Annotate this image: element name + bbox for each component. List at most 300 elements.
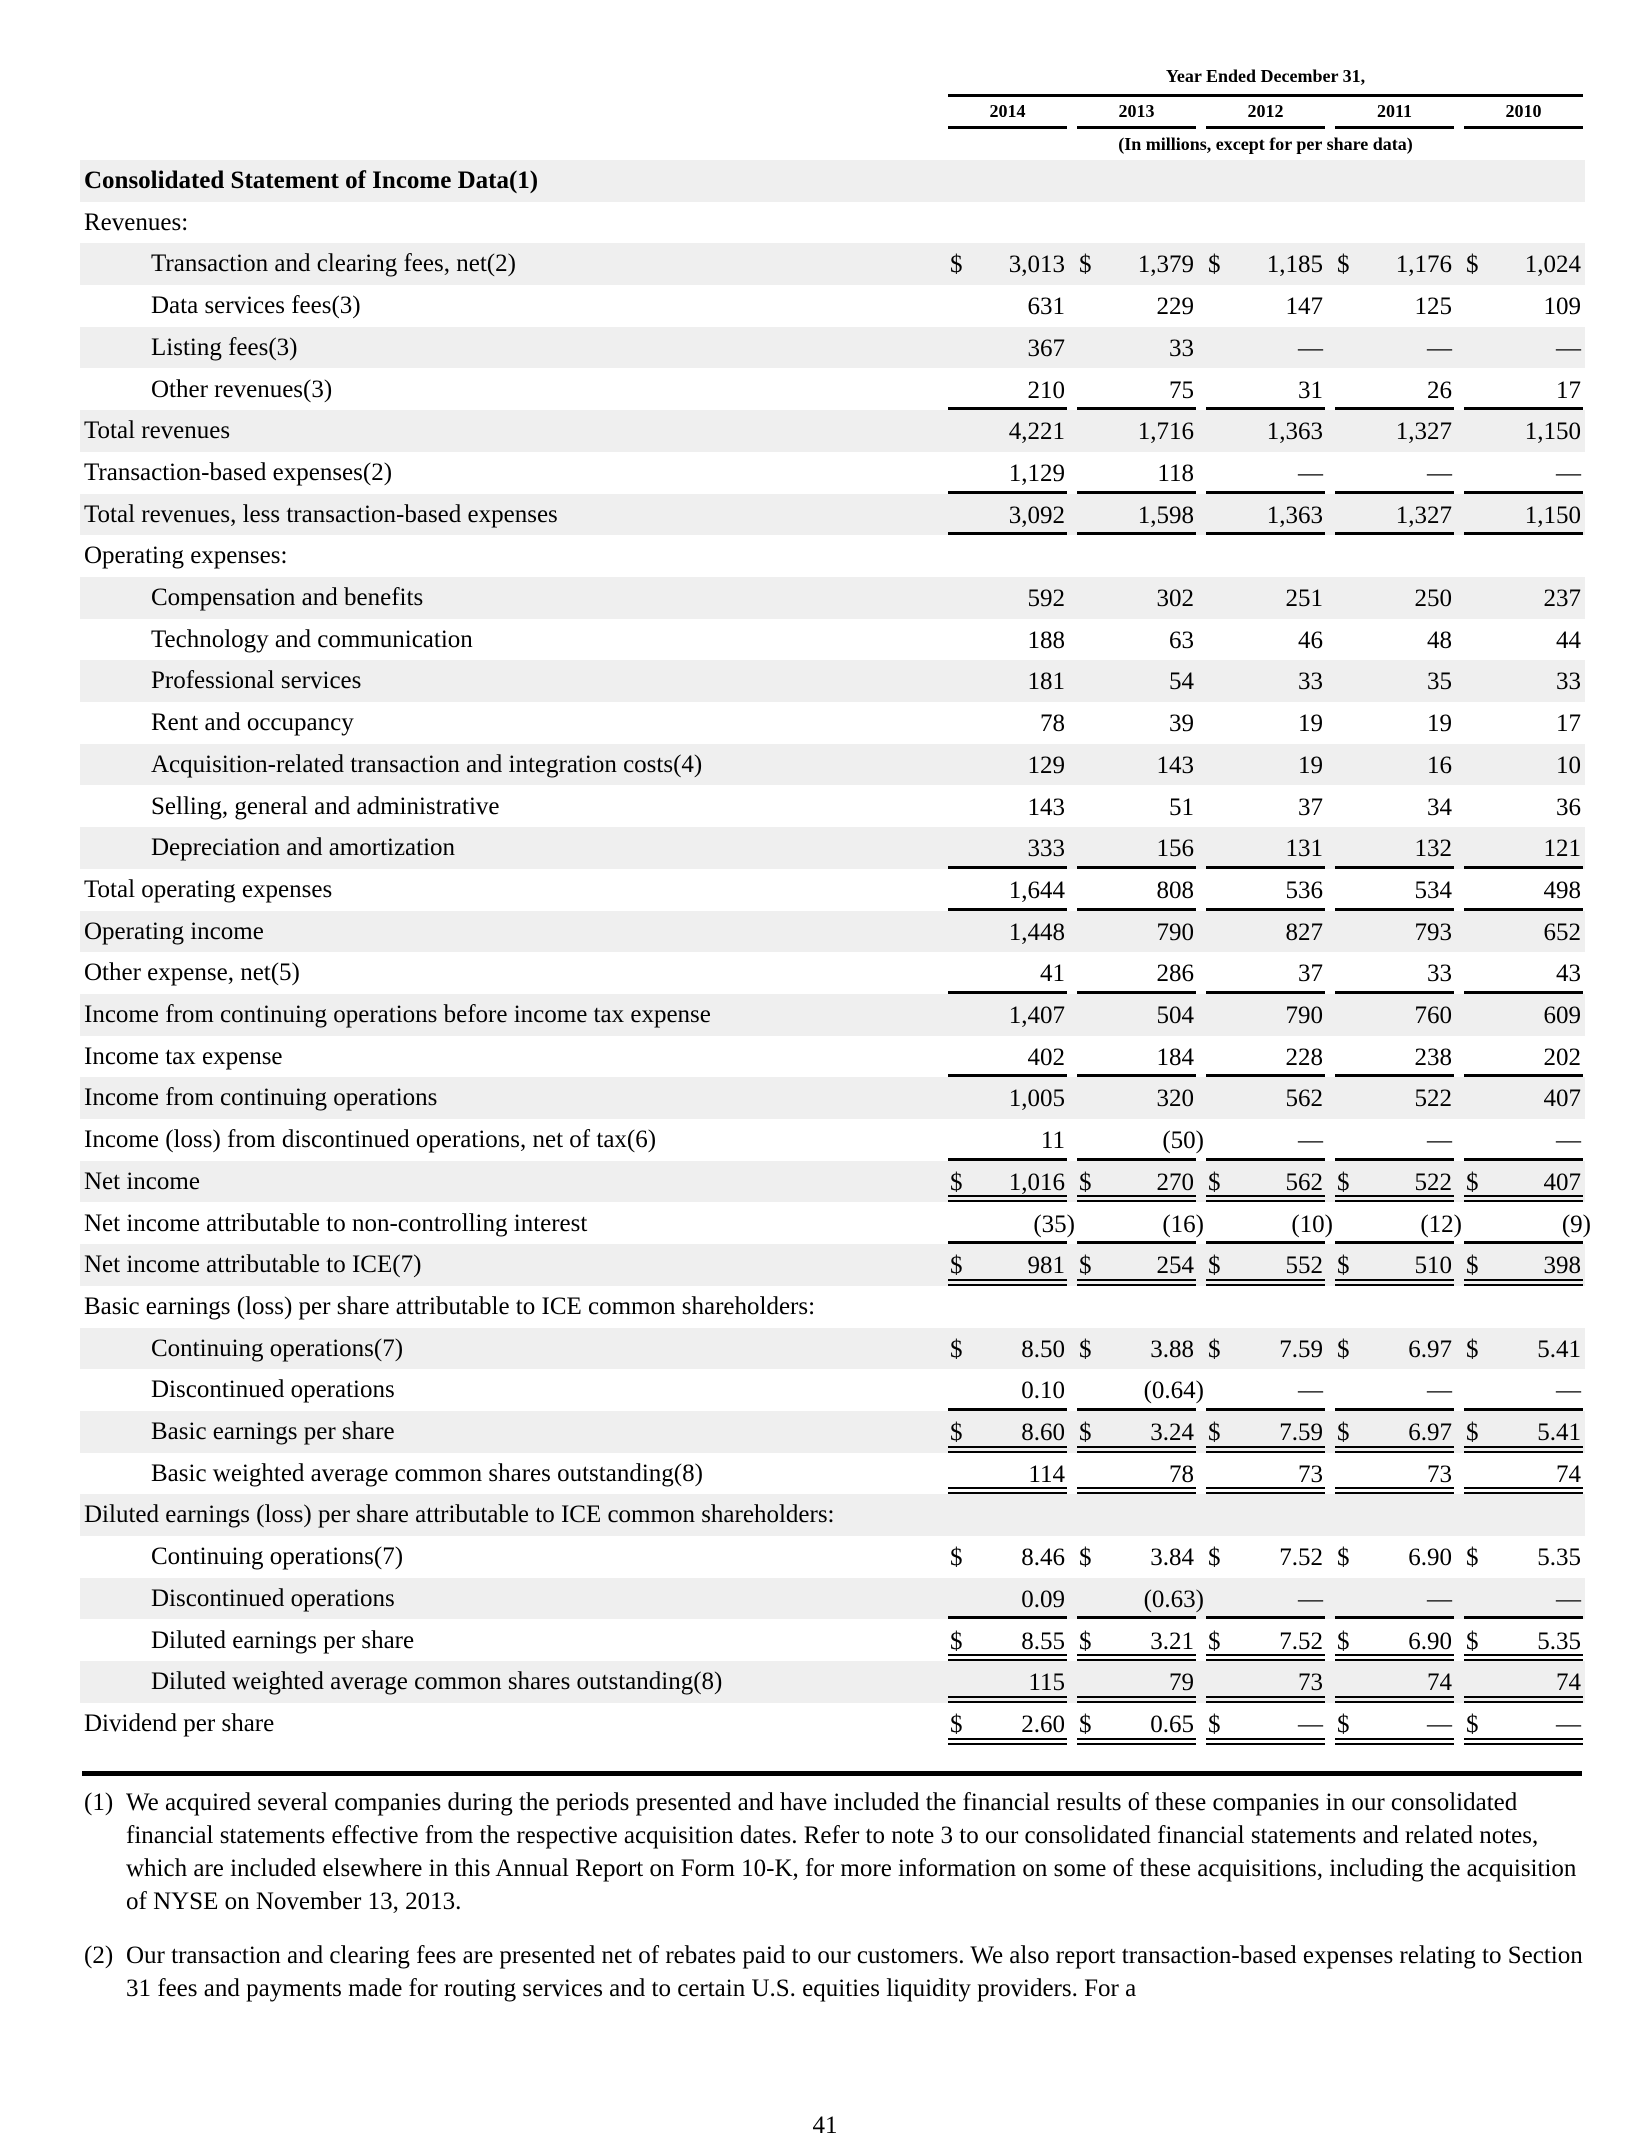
value-cell (1464, 1494, 1583, 1536)
value-cell (1206, 1328, 1325, 1370)
currency-symbol: $ (1079, 1419, 1092, 1446)
cell-value: 790 (1156, 918, 1194, 946)
cell-value: 1,024 (1524, 251, 1581, 279)
value-cell (1206, 327, 1325, 369)
cell-value: 1,363 (1266, 418, 1323, 446)
value-cell (948, 786, 1067, 828)
cell-value: 33 (1169, 334, 1194, 362)
cell-value: 63 (1169, 626, 1194, 654)
value-cell (1464, 327, 1583, 369)
currency-symbol: $ (1337, 1168, 1350, 1196)
cell-value: (9) (1561, 1210, 1591, 1238)
cell-value: (12) (1420, 1210, 1462, 1238)
cell-value: 1,716 (1137, 418, 1194, 446)
cell-value: 238 (1414, 1043, 1452, 1071)
row-label: Other expense, net(5) (84, 959, 300, 987)
cell-value: 1,016 (1008, 1168, 1065, 1196)
table-row (80, 744, 1585, 786)
footnote-text: Our transaction and clearing fees are presented net of rebates paid to our customers. We also report transaction-based expenses relating to Section 31 fees and payments made for routing services and to certain U.S. equities liquidity providers. For a (126, 1942, 1583, 2002)
value-cell (948, 1661, 1067, 1703)
cell-value: 6.90 (1408, 1544, 1452, 1572)
table-row (80, 410, 1585, 452)
cell-value: — (1427, 1585, 1452, 1613)
value-cell (1206, 869, 1325, 911)
value-cell (1464, 827, 1583, 869)
value-cell (1335, 994, 1454, 1036)
cell-value: 562 (1285, 1085, 1323, 1113)
cell-value: — (1556, 459, 1581, 487)
cell-value: 367 (1027, 334, 1065, 362)
value-cell (1335, 744, 1454, 786)
cell-value: 74 (1556, 1669, 1581, 1697)
value-cell (948, 660, 1067, 702)
cell-value: 5.35 (1537, 1544, 1581, 1572)
value-cell (1077, 1661, 1196, 1703)
value-cell (1464, 1703, 1583, 1745)
cell-value: 760 (1414, 1002, 1452, 1029)
cell-value: 6.97 (1408, 1335, 1452, 1363)
value-cell (948, 160, 1067, 202)
value-cell (948, 1203, 1075, 1245)
value-cell (1206, 410, 1325, 452)
currency-symbol: $ (1208, 1252, 1221, 1280)
currency-symbol: $ (1466, 1627, 1479, 1655)
cell-value: 78 (1040, 710, 1065, 738)
value-cell (1335, 369, 1454, 411)
cell-value: 228 (1285, 1043, 1323, 1071)
cell-value: 143 (1027, 793, 1065, 821)
cell-value: 333 (1027, 835, 1065, 863)
value-cell (948, 202, 1067, 244)
row-label: Net income attributable to ICE(7) (84, 1251, 422, 1279)
cell-value: 19 (1298, 710, 1323, 738)
value-cell (1077, 827, 1196, 869)
cell-value: 1,150 (1524, 501, 1581, 529)
value-cell (948, 911, 1067, 953)
value-cell (1206, 369, 1325, 411)
value-cell (1464, 994, 1583, 1036)
table-row (80, 1494, 1585, 1536)
value-cell (1206, 994, 1325, 1036)
currency-symbol: $ (1337, 1252, 1350, 1280)
row-label: Dividend per share (84, 1709, 275, 1737)
cell-value: 46 (1298, 626, 1323, 654)
value-cell (1077, 1703, 1196, 1745)
year-column-header: 2011 (1335, 101, 1454, 129)
value-cell (1077, 1620, 1196, 1662)
table-row (80, 160, 1585, 202)
cell-value: — (1556, 1377, 1581, 1405)
cell-value: 37 (1298, 793, 1323, 821)
cell-value: 3.24 (1150, 1419, 1194, 1446)
value-cell (1335, 1286, 1454, 1328)
table-row (80, 786, 1585, 828)
cell-value: 652 (1543, 918, 1581, 946)
value-cell (1206, 619, 1325, 661)
value-cell (1077, 1077, 1196, 1119)
value-cell (1077, 327, 1196, 369)
value-cell (1077, 202, 1196, 244)
year-column-header: 2012 (1206, 101, 1325, 129)
value-cell (1206, 1494, 1325, 1536)
cell-value: 7.52 (1279, 1627, 1323, 1655)
table-row (80, 660, 1585, 702)
currency-symbol: $ (1079, 1627, 1092, 1655)
cell-value: 5.35 (1537, 1627, 1581, 1655)
row-label: Other revenues(3) (151, 375, 333, 403)
value-cell (1335, 827, 1454, 869)
value-cell (1335, 452, 1454, 494)
value-cell (948, 1077, 1067, 1119)
cell-value: 320 (1156, 1085, 1194, 1113)
value-cell (948, 535, 1067, 577)
cell-value: 407 (1543, 1168, 1581, 1196)
value-cell (1464, 660, 1583, 702)
value-cell (1335, 1536, 1454, 1578)
currency-symbol: $ (1079, 251, 1092, 279)
value-cell (1077, 1411, 1196, 1453)
value-cell (948, 1328, 1067, 1370)
cell-value: 10 (1556, 751, 1581, 779)
cell-value: 74 (1556, 1460, 1581, 1488)
value-cell (1335, 1578, 1454, 1620)
value-cell (1335, 1703, 1454, 1745)
value-cell (1464, 1203, 1591, 1245)
cell-value: 34 (1427, 793, 1452, 821)
cell-value: 33 (1427, 960, 1452, 988)
footnote-1 (84, 1786, 1584, 1918)
value-cell (948, 952, 1067, 994)
cell-value: 11 (1040, 1127, 1065, 1155)
value-cell (1464, 535, 1583, 577)
cell-value: 8.46 (1021, 1544, 1065, 1572)
cell-value: 592 (1027, 585, 1065, 612)
currency-symbol: $ (1208, 1335, 1221, 1363)
cell-value: 143 (1156, 751, 1194, 779)
cell-value: — (1298, 1710, 1323, 1738)
table-row (80, 911, 1585, 953)
cell-value: 188 (1027, 626, 1065, 654)
row-label: Basic weighted average common shares outstanding(8) (151, 1459, 703, 1487)
value-cell (948, 1620, 1067, 1662)
cell-value: 1,598 (1137, 501, 1194, 529)
value-cell (1464, 1536, 1583, 1578)
value-cell (1464, 1161, 1583, 1203)
value-cell (1335, 1453, 1454, 1495)
table-row (80, 1620, 1585, 1662)
table-row (80, 1161, 1585, 1203)
row-label: Rent and occupancy (151, 709, 354, 737)
table-row (80, 452, 1585, 494)
cell-value: 31 (1298, 376, 1323, 404)
value-cell (1464, 160, 1583, 202)
value-cell (1335, 1620, 1454, 1662)
value-cell (1077, 619, 1196, 661)
value-cell (948, 410, 1067, 452)
cell-value: (35) (1033, 1210, 1075, 1238)
currency-symbol: $ (950, 1252, 963, 1280)
cell-value: (0.64) (1143, 1377, 1204, 1405)
row-label: Discontinued operations (151, 1584, 395, 1612)
footnote-number: (1) (84, 1789, 114, 1816)
cell-value: 73 (1427, 1460, 1452, 1488)
cell-value: 609 (1543, 1002, 1581, 1029)
currency-symbol: $ (1079, 1168, 1092, 1196)
year-column-header: 2014 (948, 101, 1067, 129)
value-cell (1335, 660, 1454, 702)
value-cell (948, 619, 1067, 661)
cell-value: — (1427, 1377, 1452, 1405)
row-label: Basic earnings per share (151, 1418, 395, 1445)
cell-value: 631 (1027, 293, 1065, 321)
currency-symbol: $ (1466, 1168, 1479, 1196)
currency-symbol: $ (950, 251, 963, 279)
row-label: Acquisition-related transaction and integration costs(4) (151, 750, 703, 778)
value-cell (1206, 1203, 1333, 1245)
cell-value: 8.60 (1021, 1419, 1065, 1446)
cell-value: 75 (1169, 376, 1194, 404)
currency-symbol: $ (1466, 1544, 1479, 1572)
table-end-rule (82, 1771, 1582, 1776)
row-label: Diluted earnings (loss) per share attributable to ICE common shareholders: (84, 1501, 835, 1529)
cell-value: — (1427, 459, 1452, 487)
value-cell (1077, 1203, 1204, 1245)
cell-value: 254 (1156, 1252, 1194, 1280)
value-cell (1206, 452, 1325, 494)
currency-symbol: $ (1337, 1710, 1350, 1738)
year-column-header: 2013 (1077, 101, 1196, 129)
cell-value: — (1298, 1585, 1323, 1613)
value-cell (1206, 1077, 1325, 1119)
currency-symbol: $ (950, 1419, 963, 1446)
cell-value: 1,363 (1266, 501, 1323, 529)
value-cell (1335, 410, 1454, 452)
currency-symbol: $ (950, 1335, 963, 1363)
table-row (80, 1411, 1585, 1453)
value-cell (1464, 786, 1583, 828)
cell-value: 522 (1414, 1168, 1452, 1196)
table-row (80, 827, 1585, 869)
value-cell (1335, 243, 1454, 285)
cell-value: — (1427, 334, 1452, 362)
table-row (80, 1286, 1585, 1328)
value-cell (1335, 1077, 1454, 1119)
value-cell (1077, 160, 1196, 202)
cell-value: 286 (1156, 960, 1194, 988)
cell-value: 1,644 (1008, 876, 1065, 904)
cell-value: 1,407 (1008, 1002, 1065, 1029)
cell-value: — (1556, 334, 1581, 362)
value-cell (948, 994, 1067, 1036)
value-cell (1335, 1494, 1454, 1536)
row-label: Consolidated Statement of Income Data(1) (84, 167, 539, 194)
value-cell (1206, 1536, 1325, 1578)
value-cell (1077, 1578, 1204, 1620)
cell-value: 793 (1414, 918, 1452, 946)
row-label: Basic earnings (loss) per share attributable to ICE common shareholders: (84, 1292, 816, 1320)
value-cell (1206, 952, 1325, 994)
table-row (80, 1203, 1591, 1245)
cell-value: 125 (1414, 293, 1452, 321)
cell-value: 39 (1169, 710, 1194, 738)
cell-value: — (1556, 1127, 1581, 1155)
cell-value: 2.60 (1021, 1710, 1065, 1738)
cell-value: 808 (1156, 876, 1194, 904)
cell-value: — (1427, 1127, 1452, 1155)
currency-symbol: $ (1466, 1252, 1479, 1280)
value-cell (1335, 1161, 1454, 1203)
cell-value: 114 (1028, 1460, 1065, 1488)
value-cell (1464, 285, 1583, 327)
currency-symbol: $ (1208, 1168, 1221, 1196)
cell-value: 184 (1156, 1043, 1194, 1071)
cell-value: 129 (1027, 751, 1065, 779)
cell-value: 981 (1027, 1252, 1065, 1280)
cell-value: 1,379 (1137, 251, 1194, 279)
currency-symbol: $ (1208, 1627, 1221, 1655)
cell-value: 19 (1298, 751, 1323, 779)
cell-value: 6.90 (1408, 1627, 1452, 1655)
cell-value: (10) (1291, 1210, 1333, 1238)
table-row (80, 285, 1585, 327)
table-row (80, 1369, 1585, 1411)
cell-value: — (1298, 1127, 1323, 1155)
cell-value: 7.59 (1279, 1419, 1323, 1446)
value-cell (948, 1244, 1067, 1286)
value-cell (1206, 285, 1325, 327)
value-cell (1464, 452, 1583, 494)
row-label: Net income attributable to non-controlling interest (84, 1209, 588, 1237)
value-cell (1206, 1286, 1325, 1328)
cell-value: 398 (1543, 1252, 1581, 1280)
currency-symbol: $ (1079, 1710, 1092, 1738)
row-label: Selling, general and administrative (151, 792, 500, 820)
row-label: Listing fees(3) (151, 333, 298, 361)
currency-symbol: $ (1337, 251, 1350, 279)
cell-value: 1,150 (1524, 418, 1581, 446)
value-cell (1335, 1036, 1454, 1078)
cell-value: 156 (1156, 835, 1194, 863)
period-heading: Year Ended December 31, (1165, 66, 1366, 86)
value-cell (948, 1578, 1067, 1620)
row-label: Income from continuing operations (84, 1084, 438, 1112)
value-cell (1464, 702, 1583, 744)
value-cell (948, 1453, 1067, 1495)
currency-symbol: $ (1466, 1710, 1479, 1738)
cell-value: 147 (1285, 293, 1323, 321)
cell-value: 3.88 (1150, 1335, 1194, 1363)
table-row (80, 494, 1585, 536)
value-cell (1206, 202, 1325, 244)
cell-value: 790 (1285, 1002, 1323, 1029)
table-row (80, 994, 1585, 1036)
cell-value: 118 (1157, 459, 1194, 487)
value-cell (1335, 327, 1454, 369)
cell-value: 54 (1169, 668, 1194, 696)
value-cell (1335, 1369, 1454, 1411)
cell-value: 510 (1414, 1252, 1452, 1280)
cell-value: 3.21 (1150, 1627, 1194, 1655)
table-row (80, 1077, 1585, 1119)
value-cell (1206, 786, 1325, 828)
row-label: Diluted earnings per share (151, 1626, 415, 1654)
cell-value: 1,327 (1395, 418, 1452, 446)
table-row (80, 1244, 1585, 1286)
row-label: Diluted weighted average common shares outstanding(8) (151, 1668, 723, 1696)
value-cell (1077, 369, 1196, 411)
value-cell (1464, 1620, 1583, 1662)
value-cell (1335, 702, 1454, 744)
table-row (80, 577, 1585, 619)
value-cell (1077, 1453, 1196, 1495)
value-cell (1335, 786, 1454, 828)
row-label: Net income (84, 1167, 200, 1195)
cell-value: — (1556, 1585, 1581, 1613)
value-cell (1464, 1369, 1583, 1411)
value-cell (1335, 952, 1454, 994)
row-label: Total revenues (84, 417, 231, 445)
value-cell (1464, 1119, 1583, 1161)
table-row (80, 243, 1585, 285)
currency-symbol: $ (1208, 1710, 1221, 1738)
row-label: Income from continuing operations before income tax expense (84, 1001, 711, 1028)
cell-value: 270 (1156, 1168, 1194, 1196)
value-cell (1464, 1328, 1583, 1370)
cell-value: 1,176 (1395, 251, 1452, 279)
value-cell (1464, 1661, 1583, 1703)
cell-value: 250 (1414, 585, 1452, 612)
cell-value: — (1298, 1377, 1323, 1405)
value-cell (1335, 494, 1454, 536)
cell-value: 552 (1285, 1252, 1323, 1280)
currency-symbol: $ (1337, 1419, 1350, 1446)
value-cell (1335, 869, 1454, 911)
currency-symbol: $ (950, 1627, 963, 1655)
value-cell (948, 1536, 1067, 1578)
value-cell (1206, 660, 1325, 702)
value-cell (1077, 410, 1196, 452)
table-row (80, 1453, 1585, 1495)
row-label: Total operating expenses (84, 875, 333, 903)
value-cell (1077, 702, 1196, 744)
cell-value: 1,005 (1008, 1085, 1065, 1113)
value-cell (948, 327, 1067, 369)
value-cell (1077, 1036, 1196, 1078)
value-cell (1206, 160, 1325, 202)
cell-value: 536 (1285, 876, 1323, 904)
cell-value: 302 (1156, 585, 1194, 612)
cell-value: 41 (1040, 960, 1065, 988)
value-cell (1077, 285, 1196, 327)
footnote-text: We acquired several companies during the periods presented and have included the financial results of these companies in our consolidated financial statements effective from the respective acquisition dates. Refer to note 3 to our consolidated financial statements and related notes, which are included elsewhere in this Annual Report on Form 10-K, for more information on some of these acquisitions, including the acquisition of NYSE on November 13, 2013. (126, 1789, 1577, 1915)
value-cell (948, 869, 1067, 911)
cell-value: 251 (1285, 585, 1323, 612)
value-cell (1464, 911, 1583, 953)
currency-symbol: $ (1466, 1335, 1479, 1363)
value-cell (1206, 1620, 1325, 1662)
cell-value: 402 (1027, 1043, 1065, 1071)
value-cell (1464, 1453, 1583, 1495)
currency-symbol: $ (1079, 1335, 1092, 1363)
value-cell (1464, 1286, 1583, 1328)
row-label: Income tax expense (84, 1042, 283, 1070)
value-cell (1206, 1411, 1325, 1453)
table-row (80, 1578, 1585, 1620)
table-row (80, 1661, 1585, 1703)
value-cell (1077, 1494, 1196, 1536)
cell-value: 74 (1427, 1669, 1452, 1697)
value-cell (1077, 1328, 1196, 1370)
